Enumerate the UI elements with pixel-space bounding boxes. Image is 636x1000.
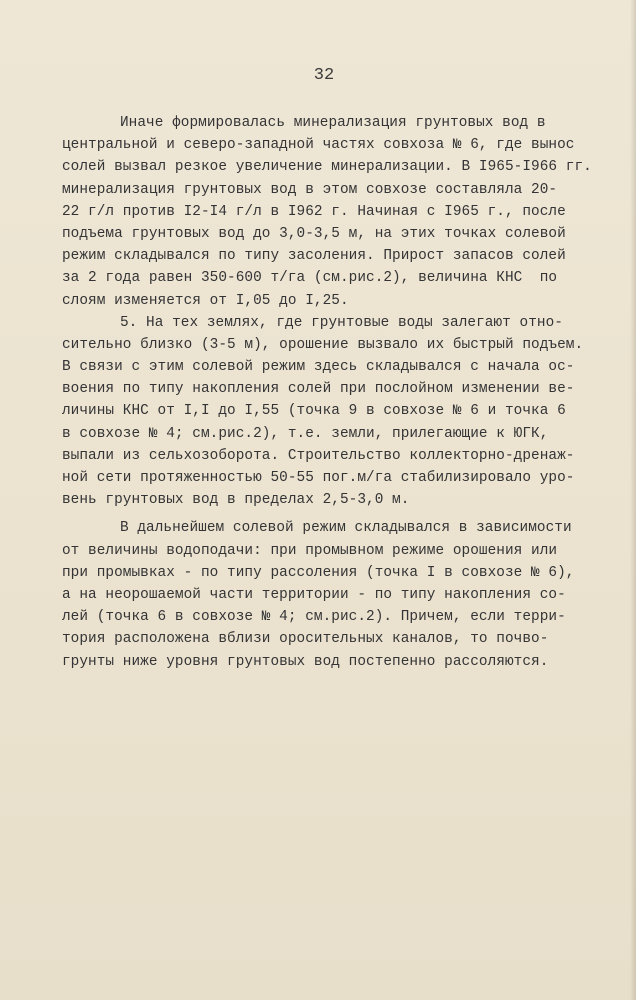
text-line: В связи с этим солевой режим здесь складывался с начала ос- — [62, 359, 575, 376]
text-line: центральной и северо-западной частях совхоза № 6, где вынос — [62, 137, 575, 154]
text-line: за 2 года равен 350-600 т/га (см.рис.2), величина КНС по — [62, 270, 558, 287]
paragraph-3 — [62, 517, 602, 672]
text-line: от величины водоподачи: при промывном режиме орошения или — [62, 542, 558, 559]
text-line: грунты ниже уровня грунтовых вод постепенно рассоляются. — [62, 653, 549, 670]
paragraph-1 — [62, 112, 602, 312]
text-line: сительно близко (3-5 м), орошение вызвало их быстрый подъем. — [62, 336, 584, 353]
text-line: тория расположена вблизи оросительных каналов, то почво- — [62, 631, 549, 648]
text-line: режим складывался по типу засоления. Прирост запасов солей — [62, 248, 566, 265]
text-line: минерализация грунтовых вод в этом совхозе составляла 20- — [62, 181, 558, 198]
text-line: лей (точка 6 в совхозе № 4; см.рис.2). Причем, если терри- — [62, 609, 566, 626]
page-number: 32 — [313, 66, 335, 85]
text-line: В дальнейшем солевой режим складывался в зависимости — [120, 520, 572, 537]
text-line: 22 г/л против I2-I4 г/л в I962 г. Начиная с I965 г., после — [62, 203, 566, 220]
text-line: выпали из сельхозоборота. Строительство коллекторно-дренаж- — [62, 447, 575, 464]
text-line: воения по типу накопления солей при послойном изменении ве- — [62, 381, 575, 398]
text-line: слоям изменяется от I,05 до I,25. — [62, 292, 349, 309]
text-line: подъема грунтовых вод до 3,0-3,5 м, на этих точках солевой — [62, 225, 566, 242]
text-line: 5. На тех землях, где грунтовые воды залегают отно- — [120, 314, 563, 331]
text-line: а на неорошаемой части территории - по типу накопления со- — [62, 586, 566, 603]
document-body — [62, 112, 602, 673]
text-line: солей вызвал резкое увеличение минерализации. В I965-I966 гг. — [62, 159, 592, 176]
paragraph-2 — [62, 312, 602, 512]
text-line: при промывках - по типу рассоления (точка I в совхозе № 6), — [62, 564, 575, 581]
page-edge-shadow — [630, 0, 636, 1000]
text-line: в совхозе № 4; см.рис.2), т.е. земли, прилегающие к ЮГК, — [62, 425, 549, 442]
text-line: Иначе формировалась минерализация грунтовых вод в — [120, 115, 546, 131]
text-line: вень грунтовых вод в пределах 2,5-3,0 м. — [62, 492, 410, 509]
text-line: личины КНС от I,I до I,55 (точка 9 в совхозе № 6 и точка 6 — [62, 403, 566, 420]
text-line: ной сети протяженностью 50-55 пог.м/га стабилизировало уро- — [62, 470, 575, 486]
